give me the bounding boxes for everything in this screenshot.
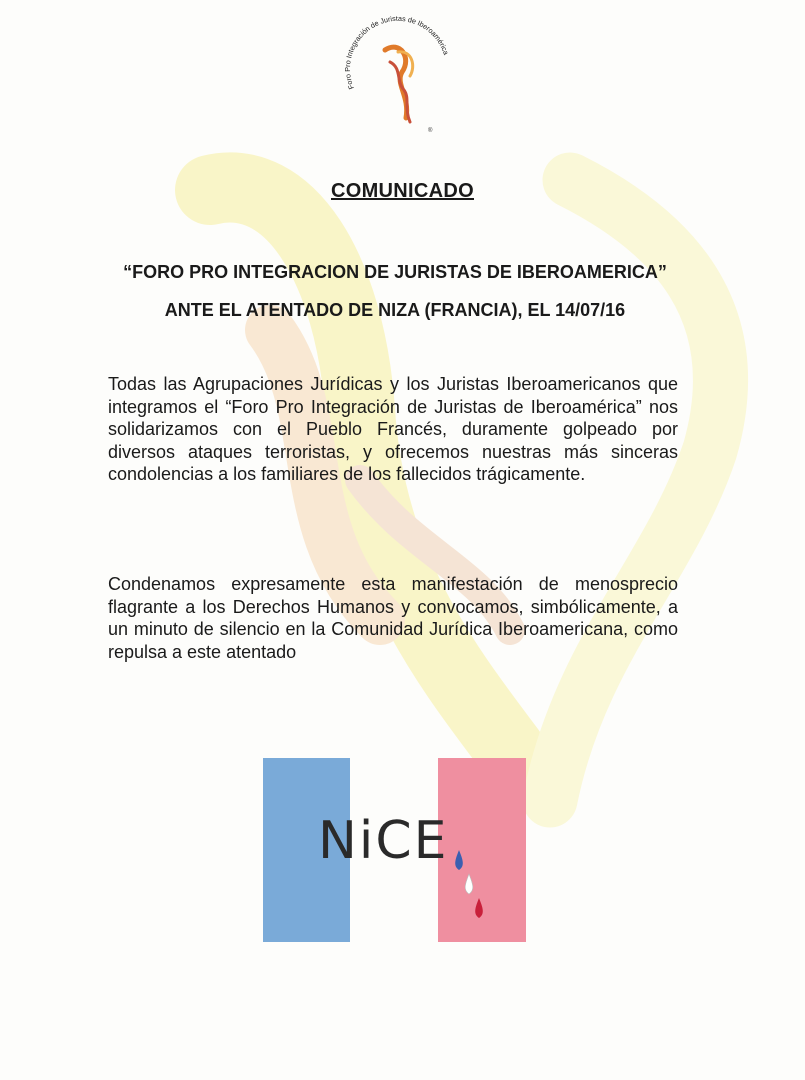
- white-teardrop-icon: [465, 874, 473, 894]
- paragraph-condemnation: Condenamos expresamente esta manifestación de menosprecio flagrante a los Derechos Humanos y convocamos, simbólicamente, a un minuto de silencio en la Comunidad Jurídica Iberoamericana, como repulsa a este atentado: [108, 574, 678, 662]
- document-subtitle-organization: “FORO PRO INTEGRACION DE JURISTAS DE IBEROAMERICA”: [123, 262, 667, 282]
- nice-flag-drawing: [263, 758, 526, 942]
- logo-registered-mark: ®: [428, 128, 433, 134]
- document-heading: COMUNICADO: [331, 180, 474, 202]
- paragraph-solidarity: Todas las Agrupaciones Jurídicas y los Juristas Iberoamericanos que integramos el “Foro Pro Integración de Juristas de Iberoamérica” nos solidarizamos con el Pueblo Francés, duramente golpeado por diversos ataques terroristas, y ofrecemos nuestras más sinceras condolencias a los familiares de los fallecidos trágicamente.: [108, 374, 678, 484]
- red-teardrop-icon: [475, 898, 483, 918]
- blue-teardrop-icon: [455, 850, 463, 870]
- document-subtitle-event: ANTE EL ATENTADO DE NIZA (FRANCIA), EL 14/07/16: [164, 300, 626, 320]
- nice-handwritten-text: NiCE: [318, 811, 449, 871]
- foro-logo: [340, 10, 460, 140]
- logo-watermark: [150, 150, 770, 850]
- logo-ring-text: Foro Pro Integración de Juristas de Iberoamérica: [342, 13, 451, 91]
